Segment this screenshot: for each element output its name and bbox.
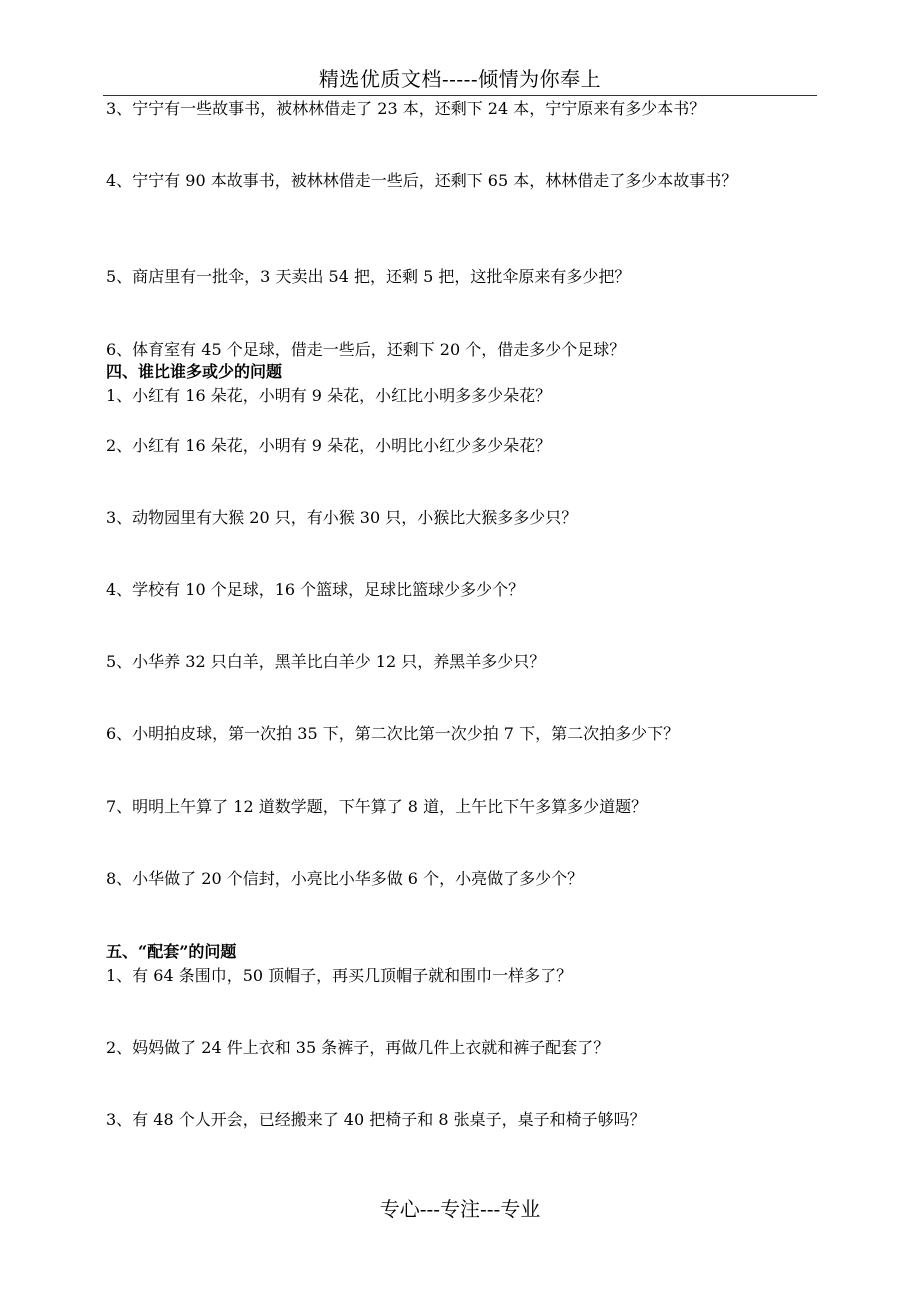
question-4-6: 6、小明拍皮球，第一次拍 35 下，第二次比第一次少拍 7 下，第二次拍多少下？ — [106, 724, 680, 743]
question-4-8: 8、小华做了 20 个信封，小亮比小华多做 6 个，小亮做了多少个？ — [106, 869, 584, 888]
page-footer: 专心---专注---专业 — [379, 1197, 541, 1221]
question-5-2: 2、妈妈做了 24 件上衣和 35 条裤子，再做几件上衣就和裤子配套了？ — [106, 1038, 610, 1057]
question-4-7: 7、明明上午算了 12 道数学题，下午算了 8 道，上午比下午多算多少道题？ — [106, 797, 648, 816]
section-4-heading: 四、谁比谁多或少的问题 — [106, 362, 283, 381]
question-3-5: 5、商店里有一批伞，3 天卖出 54 把，还剩 5 把，这批伞原来有多少把？ — [106, 267, 631, 286]
question-4-2: 2、小红有 16 朵花，小明有 9 朵花，小明比小红少多少朵花？ — [106, 436, 552, 455]
question-5-1: 1、有 64 条围巾，50 顶帽子，再买几顶帽子就和围巾一样多了？ — [106, 966, 573, 985]
question-4-5: 5、小华养 32 只白羊，黑羊比白羊少 12 只，养黑羊多少只？ — [106, 652, 546, 671]
question-5-3: 3、有 48 个人开会，已经搬来了 40 把椅子和 8 张桌子，桌子和椅子够吗？ — [106, 1110, 646, 1129]
question-3-6: 6、体育室有 45 个足球，借走一些后，还剩下 20 个，借走多少个足球？ — [106, 340, 626, 359]
question-3-3: 3、宁宁有一些故事书，被林林借走了 23 本，还剩下 24 本，宁宁原来有多少本书？ — [106, 99, 706, 118]
question-4-4: 4、学校有 10 个足球，16 个篮球，足球比篮球少多少个？ — [106, 580, 525, 599]
question-3-4: 4、宁宁有 90 本故事书，被林林借走一些后，还剩下 65 本，林林借走了多少本故事书？ — [106, 171, 738, 190]
question-4-3: 3、动物园里有大猴 20 只，有小猴 30 只，小猴比大猴多多少只？ — [106, 508, 578, 527]
header-divider — [103, 95, 817, 96]
page-header-title: 精选优质文档-----倾情为你奉上 — [318, 67, 602, 91]
section-5-heading: 五、“配套”的问题 — [106, 942, 237, 961]
question-4-1: 1、小红有 16 朵花，小明有 9 朵花，小红比小明多多少朵花？ — [106, 386, 552, 405]
